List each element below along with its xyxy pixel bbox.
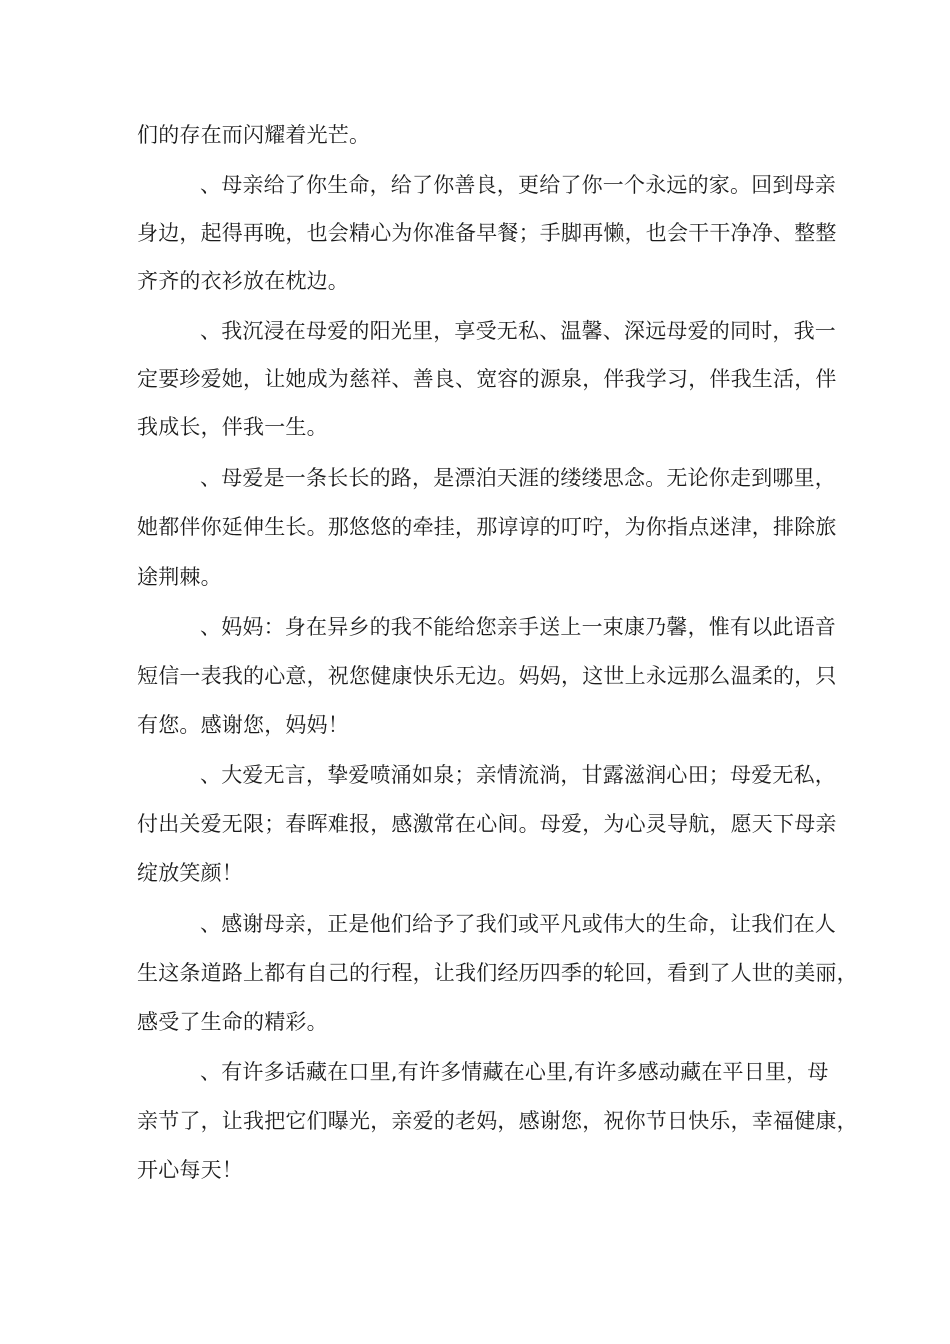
paragraph-0-line-1: 们的存在而闪耀着光芒。 [137,123,371,147]
paragraph-2-line-2: 定要珍爱她，让她成为慈祥、善良、宽容的源泉，伴我学习，伴我生活，伴 [137,367,837,391]
paragraph-4-line-2: 短信一表我的心意，祝您健康快乐无边。妈妈，这世上永远那么温柔的，只 [137,664,837,688]
paragraph-3-line-2: 她都伴你延伸生长。那悠悠的牵挂，那谆谆的叮咛，为你指点迷津，排除旅 [137,515,837,539]
paragraph-2-line-1: 、我沉浸在母爱的阳光里，享受无私、温馨、深远母爱的同时，我一 [200,319,836,343]
paragraph-4-line-1: 、妈妈：身在异乡的我不能给您亲手送上一束康乃馨，惟有以此语音 [200,615,836,639]
paragraph-6-line-1: 、感谢母亲，正是他们给予了我们或平凡或伟大的生命，让我们在人 [200,912,836,936]
paragraph-2-line-3: 我成长，伴我一生。 [137,415,328,439]
paragraph-7-line-2: 亲节了，让我把它们曝光，亲爱的老妈，感谢您，祝你节日快乐，幸福健康， [137,1109,858,1133]
paragraph-3-line-3: 途荆棘。 [137,565,222,589]
paragraph-6-line-3: 感受了生命的精彩。 [137,1010,328,1034]
paragraph-5-line-1: 、大爱无言，挚爱喷涌如泉；亲情流淌，甘露滋润心田；母爱无私， [200,763,836,787]
paragraph-4-line-3: 有您。感谢您，妈妈！ [137,713,349,737]
paragraph-6-line-2: 生这条道路上都有自己的行程，让我们经历四季的轮回，看到了人世的美丽， [137,961,858,985]
paragraph-1-line-3: 齐齐的衣衫放在枕边。 [137,269,349,293]
paragraph-7-line-1: 、有许多话藏在口里,有许多情藏在心里,有许多感动藏在平日里，母 [200,1060,829,1084]
paragraph-1-line-1: 、母亲给了你生命，给了你善良，更给了你一个永远的家。回到母亲 [200,173,836,197]
paragraph-1-line-2: 身边，起得再晚，也会精心为你准备早餐；手脚再懒，也会干干净净、整整 [137,221,837,245]
paragraph-5-line-3: 绽放笑颜！ [137,861,243,885]
paragraph-7-line-3: 开心每天！ [137,1158,243,1182]
paragraph-5-line-2: 付出关爱无限；春晖难报，感激常在心间。母爱，为心灵导航，愿天下母亲 [137,812,837,836]
paragraph-3-line-1: 、母爱是一条长长的路，是漂泊天涯的缕缕思念。无论你走到哪里， [200,466,836,490]
